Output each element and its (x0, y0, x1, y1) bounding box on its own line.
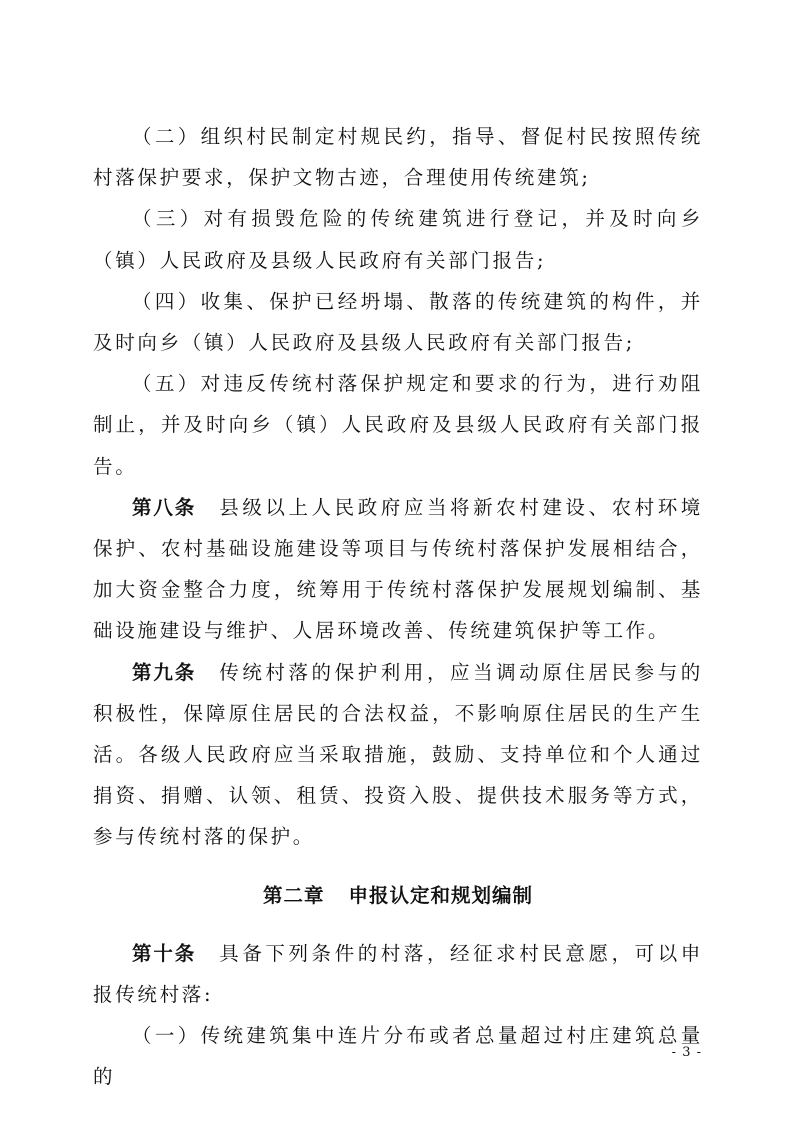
document-page (93, 116, 703, 1098)
article-8 (93, 487, 703, 652)
paragraph-item-5: （五）对违反传统村落保护规定和要求的行为，进行劝阻制止，并及时向乡（镇）人民政府及县级人民政府有关部门报告。 (93, 372, 703, 478)
paragraph-item-1: （一）传统建筑集中连片分布或者总量超过村庄建筑总量的 (93, 1024, 703, 1089)
article-9 (93, 652, 703, 858)
paragraph-item-2: （二）组织村民制定村规民约，指导、督促村民按照传统村落保护要求，保护文物古迹，合理使用传统建筑; (93, 125, 703, 190)
article-8-label: 第八条 (132, 495, 197, 519)
article-10 (93, 933, 703, 1015)
paragraph-item-4: （四）收集、保护已经坍塌、散落的传统建筑的构件，并及时向乡（镇）人民政府及县级人民政府有关部门报告; (93, 289, 703, 355)
chapter-number: 第二章 (262, 883, 325, 907)
chapter-heading (93, 875, 703, 916)
page-number: - 3 - (671, 1045, 702, 1060)
article-10-label: 第十条 (132, 941, 197, 965)
article-10-text: 具备下列条件的村落，经征求村民意愿，可以申报传统村落: (93, 941, 703, 1007)
paragraph-item-3: （三）对有损毁危险的传统建筑进行登记，并及时向乡（镇）人民政府及县级人民政府有关部门报告; (93, 207, 703, 272)
article-8-text: 县级以上人民政府应当将新农村建设、农村环境保护、农村基础设施建设等项目与传统村落保护发展相结合，加大资金整合力度，统筹用于传统村落保护发展规划编制、基础设施建设与维护、人居环境改善、传统建筑保护等工作。 (93, 495, 703, 643)
article-9-text: 传统村落的保护利用，应当调动原住居民参与的积极性，保障原住居民的合法权益，不影响原住居民的生产生活。各级人民政府应当采取措施，鼓励、支持单位和个人通过捐资、捐赠、认领、租赁、投资入股、提供技术服务等方式，参与传统村落的保护。 (93, 660, 703, 849)
article-9-label: 第九条 (132, 660, 197, 684)
chapter-title: 申报认定和规划编制 (348, 883, 534, 907)
